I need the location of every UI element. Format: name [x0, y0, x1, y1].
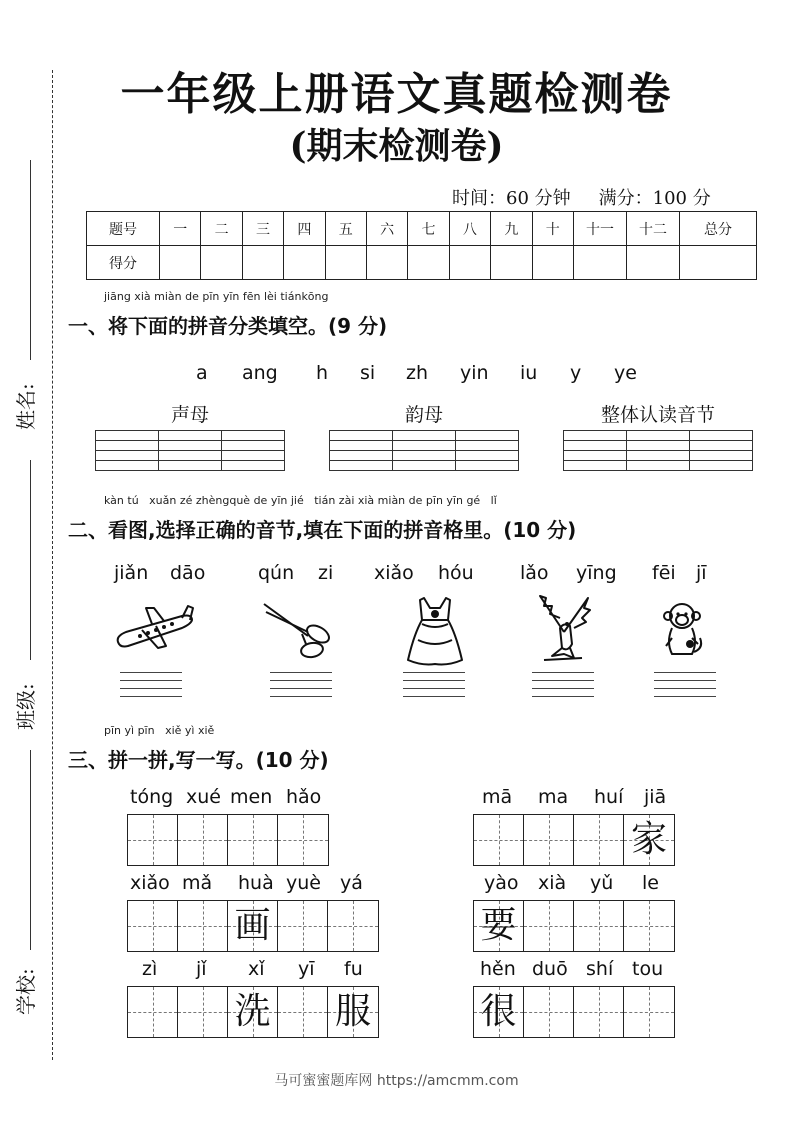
tianzi-grid[interactable]: [473, 900, 675, 952]
monkey-icon: [660, 598, 704, 662]
class-label: 班级:: [14, 683, 38, 730]
option-syllable: yīng: [576, 562, 617, 584]
score-header-cell: 八: [449, 212, 490, 246]
pinyin-grid-yunmu[interactable]: [329, 430, 519, 471]
row-pinyin: yuè: [286, 872, 321, 894]
score-header-cell: 十二: [627, 212, 680, 246]
row-pinyin: zì: [142, 958, 158, 980]
score-header-cell: 七: [408, 212, 449, 246]
writing-lines[interactable]: [403, 672, 465, 704]
tianzi-cell[interactable]: [524, 815, 574, 865]
score-header-cell: 一: [160, 212, 201, 246]
scissors-icon: [258, 598, 338, 662]
pinyin-item: h: [316, 362, 329, 384]
tianzi-cell[interactable]: 洗: [228, 987, 278, 1037]
pinyin-item: y: [570, 362, 582, 384]
row-pinyin: shí: [586, 958, 614, 980]
tianzi-cell[interactable]: 要: [474, 901, 524, 951]
score-header-cell: 十: [532, 212, 573, 246]
section1-pinyin: jiāng xià miàn de pīn yīn fēn lèi tiánkōng: [104, 290, 329, 303]
option-syllable: hóu: [438, 562, 474, 584]
row-pinyin: le: [642, 872, 659, 894]
row-pinyin: fu: [344, 958, 363, 980]
tianzi-cell[interactable]: [178, 987, 228, 1037]
score-cell[interactable]: [242, 246, 283, 280]
tianzi-cell[interactable]: [474, 815, 524, 865]
tianzi-cell[interactable]: [278, 901, 328, 951]
pinyin-item: iu: [520, 362, 538, 384]
name-label: 姓名:: [14, 383, 38, 430]
tianzi-cell[interactable]: [128, 815, 178, 865]
tianzi-cell[interactable]: [574, 815, 624, 865]
score-header-cell: 二: [201, 212, 242, 246]
option-syllable: fēi: [652, 562, 676, 584]
row-pinyin: huí: [594, 786, 624, 808]
row-pinyin: xǐ: [248, 958, 265, 980]
row-pinyin: yǔ: [590, 872, 614, 894]
dress-icon: [402, 594, 468, 668]
row-pinyin: duō: [532, 958, 568, 980]
tianzi-cell[interactable]: [624, 901, 674, 951]
option-syllable: jī: [696, 562, 707, 584]
tianzi-cell[interactable]: [278, 987, 328, 1037]
row-pinyin: jiā: [644, 786, 667, 808]
tianzi-grid[interactable]: [473, 814, 675, 866]
tianzi-cell[interactable]: [178, 815, 228, 865]
section2-pinyin: kàn tú xuǎn zé zhèngquè de yīn jié tián zài xià miàn de pīn yīn gé lǐ: [104, 494, 497, 507]
score-header-cell: 六: [366, 212, 407, 246]
option-syllable: zi: [318, 562, 334, 584]
score-cell[interactable]: [627, 246, 680, 280]
row-pinyin: yī: [298, 958, 315, 980]
writing-lines[interactable]: [532, 672, 594, 704]
score-cell[interactable]: [366, 246, 407, 280]
tianzi-grid[interactable]: [127, 900, 379, 952]
binding-dashed-line: [52, 70, 53, 1060]
row-pinyin: tou: [632, 958, 664, 980]
pinyin-item: a: [196, 362, 208, 384]
score-cell[interactable]: [201, 246, 242, 280]
tianzi-cell[interactable]: [278, 815, 328, 865]
score-cell[interactable]: [284, 246, 325, 280]
name-rule: [30, 160, 31, 360]
tianzi-grid[interactable]: [127, 814, 329, 866]
score-cell[interactable]: [574, 246, 627, 280]
row-pinyin: mǎ: [182, 872, 213, 894]
pinyin-item: ye: [614, 362, 637, 384]
score-table: [86, 211, 757, 280]
tianzi-grid[interactable]: [473, 986, 675, 1038]
class-rule: [30, 460, 31, 660]
score-header-cell: 四: [284, 212, 325, 246]
row-pinyin: xià: [538, 872, 567, 894]
row-pinyin: jǐ: [196, 958, 207, 980]
school-rule: [30, 750, 31, 950]
tianzi-cell[interactable]: [128, 987, 178, 1037]
row-pinyin: mā: [482, 786, 513, 808]
option-syllable: jiǎn: [114, 562, 149, 584]
category-label-yunmu: 韵母: [404, 404, 443, 426]
tianzi-cell[interactable]: [228, 815, 278, 865]
tianzi-cell[interactable]: [574, 987, 624, 1037]
category-label-shengmu: 声母: [170, 404, 209, 426]
score-cell[interactable]: [449, 246, 490, 280]
tianzi-cell[interactable]: [574, 901, 624, 951]
score-header-cell: 十一: [574, 212, 627, 246]
score-row-label: 得分: [87, 246, 160, 280]
score-value-row: [87, 246, 757, 280]
section1-title: 一、将下面的拼音分类填空。(9 分): [68, 314, 388, 338]
score-cell[interactable]: [160, 246, 201, 280]
writing-lines[interactable]: [270, 672, 332, 704]
row-pinyin: ma: [538, 786, 569, 808]
tianzi-cell[interactable]: [524, 901, 574, 951]
option-syllable: lǎo: [520, 562, 549, 584]
pinyin-item: si: [360, 362, 376, 384]
row-pinyin: huà: [238, 872, 274, 894]
score-cell[interactable]: [491, 246, 532, 280]
pinyin-item: yin: [460, 362, 489, 384]
tianzi-cell[interactable]: 很: [474, 987, 524, 1037]
airplane-icon: [112, 602, 196, 658]
footer-watermark: 马可蜜蜜题库网 https://amcmm.com: [274, 1073, 519, 1089]
category-label-zhengti: 整体认读音节: [600, 404, 715, 426]
tianzi-cell[interactable]: 服: [328, 987, 378, 1037]
tianzi-cell[interactable]: [524, 987, 574, 1037]
section3-pinyin: pīn yì pīn xiě yì xiě: [104, 724, 215, 737]
score-header-cell: 总分: [680, 212, 757, 246]
row-pinyin: hěn: [480, 958, 516, 980]
score-cell[interactable]: [680, 246, 757, 280]
option-syllable: qún: [258, 562, 295, 584]
pinyin-grid-zhengti[interactable]: [563, 430, 753, 471]
row-pinyin: xiǎo: [130, 872, 170, 894]
pinyin-grid-shengmu[interactable]: [95, 430, 285, 471]
school-label: 学校:: [14, 968, 38, 1015]
row-pinyin: yá: [340, 872, 363, 894]
row-pinyin: yào: [484, 872, 519, 894]
tianzi-cell[interactable]: 画: [228, 901, 278, 951]
score-cell[interactable]: [325, 246, 366, 280]
section3-title: 三、拼一拼,写一写。(10 分): [68, 748, 329, 772]
option-syllable: xiǎo: [374, 562, 414, 584]
option-syllable: dāo: [170, 562, 206, 584]
score-label: 满分：100 分: [598, 188, 711, 209]
score-header-cell: 三: [242, 212, 283, 246]
page-title: 一年级上册语文真题检测卷: [120, 69, 673, 120]
page-subtitle: (期末检测卷): [289, 125, 504, 167]
tianzi-cell[interactable]: 家: [624, 815, 674, 865]
score-cell[interactable]: [532, 246, 573, 280]
tianzi-grid[interactable]: [127, 986, 379, 1038]
score-header-cell: 九: [491, 212, 532, 246]
row-pinyin: hǎo: [286, 786, 322, 808]
section2-title: 二、看图,选择正确的音节,填在下面的拼音格里。(10 分): [68, 518, 577, 542]
score-header-cell: 题号: [87, 212, 160, 246]
eagle-icon: [534, 592, 594, 668]
time-label: 时间：60 分钟: [452, 188, 571, 209]
score-cell[interactable]: [408, 246, 449, 280]
tianzi-cell[interactable]: [328, 901, 378, 951]
row-pinyin: xué: [186, 786, 221, 808]
writing-lines[interactable]: [120, 672, 182, 704]
score-header-row: [87, 212, 757, 246]
score-header-cell: 五: [325, 212, 366, 246]
tianzi-cell[interactable]: [128, 901, 178, 951]
tianzi-cell[interactable]: [178, 901, 228, 951]
writing-lines[interactable]: [654, 672, 716, 704]
pinyin-item: zh: [406, 362, 429, 384]
row-pinyin: men: [230, 786, 273, 808]
tianzi-cell[interactable]: [624, 987, 674, 1037]
row-pinyin: tóng: [130, 786, 174, 808]
exam-info: [452, 184, 711, 210]
pinyin-item: ang: [242, 362, 278, 384]
